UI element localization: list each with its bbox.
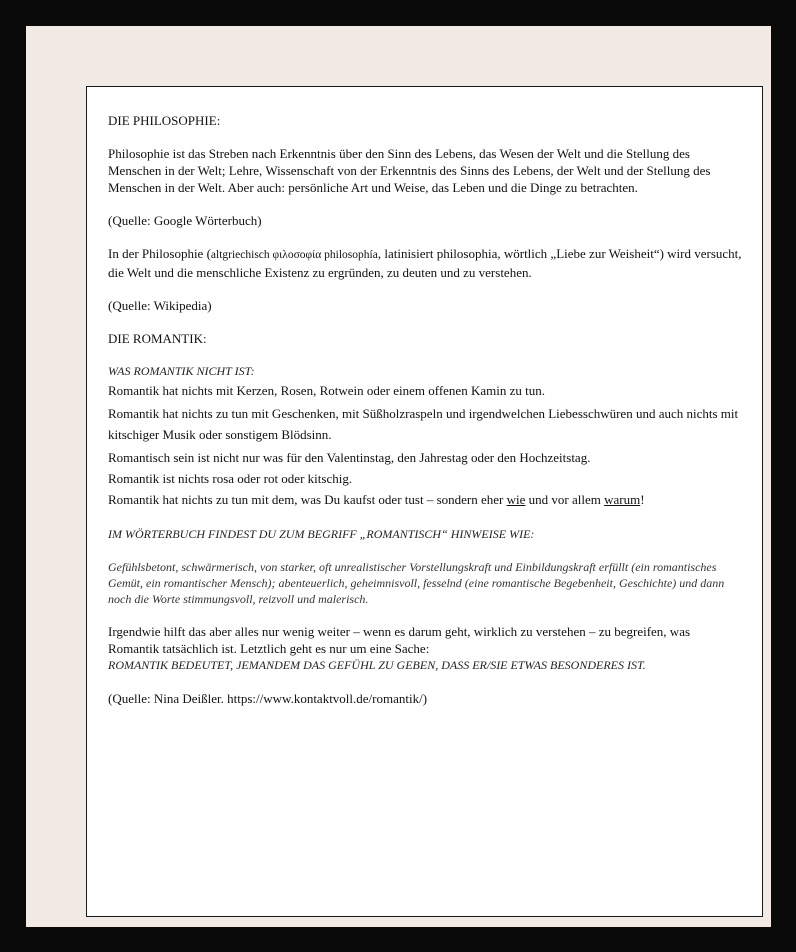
conclusion-text: Irgendwie hilft das aber alles nur wenig weiter – wenn es darum geht, wirklich zu verstehen – zu begreifen, was Romantik tatsächlich ist. Letztlich geht es nur um eine Sache: — [108, 624, 691, 656]
frame-mat — [26, 26, 771, 927]
underlined-warum: warum — [604, 492, 641, 507]
document-page — [86, 86, 763, 917]
heading-romantik: DIE ROMANTIK: — [108, 331, 207, 346]
conclusion-caps: ROMANTIK BEDEUTET, JEMANDEM DAS GEFÜHL ZU GEBEN, DASS ER/SIE ETWAS BESONDERES IST. — [108, 658, 646, 672]
list-item: Romantik ist nichts rosa oder rot oder kitschig. — [108, 471, 353, 486]
source-wikipedia: (Quelle: Wikipedia) — [108, 298, 212, 313]
list-item — [108, 491, 744, 508]
not-romantic-list — [108, 382, 744, 508]
wiki-greek: altgriechisch φιλοσοφία philosophía — [210, 249, 378, 261]
underlined-wie: wie — [506, 492, 526, 507]
philosophy-definition: Philosophie ist das Streben nach Erkenntnis über den Sinn des Lebens, das Wesen der Welt und die Stellung des Menschen in der Welt; Lehre, Wissenschaft von der Erkenntnis des Sinns des Lebens, der Welt und der Stellung des Menschen in der Welt. Aber auch: persönliche Art und Weise, das Leben und die Dinge zu betrachten. — [108, 146, 711, 195]
document-content — [108, 112, 744, 707]
source-google: (Quelle: Google Wörterbuch) — [108, 213, 262, 228]
last-item-text-a: Romantik hat nichts zu tun mit dem, was Du kaufst oder tust – sondern eher — [108, 492, 507, 507]
dictionary-text: Gefühlsbetont, schwärmerisch, von starker, oft unrealistischer Vorstellungskraft und Einbildungskraft erfüllt (ein romantisches Gemüt, ein romantischer Mensch); abenteuerlich, geheimnisvoll, fesselnd (eine romantische Begebenheit, Geschichte) und dann noch die Worte stimmungsvoll, reizvoll und malerisch. — [108, 560, 725, 606]
list-item: Romantik hat nichts zu tun mit Geschenken, mit Süßholzraspeln und irgendwelchen Liebesschwüren und auch nichts mit kitschiger Musik oder sonstigem Blödsinn. — [108, 406, 739, 442]
wiki-rest: , latinisiert philosophia, wörtlich „Liebe zur Weisheit“) wird versucht, die Welt und die menschliche Existenz zu ergründen, zu deuten und zu verstehen. — [108, 246, 742, 280]
wiki-intro: In der Philosophie ( — [108, 246, 211, 261]
last-item-text-b: und vor allem — [525, 492, 605, 507]
dictionary-heading: IM WÖRTERBUCH FINDEST DU ZUM BEGRIFF „ROMANTISCH“ HINWEISE WIE: — [108, 527, 535, 541]
last-item-text-c: ! — [640, 492, 645, 507]
list-item: Romantik hat nichts mit Kerzen, Rosen, Rotwein oder einem offenen Kamin zu tun. — [108, 383, 545, 398]
source-nina: (Quelle: Nina Deißler. https://www.kontaktvoll.de/romantik/) — [108, 691, 428, 706]
heading-philosophie: DIE PHILOSOPHIE: — [108, 113, 221, 128]
not-romantic-heading: WAS ROMANTIK NICHT IST: — [108, 364, 255, 378]
wikipedia-paragraph — [108, 245, 744, 281]
list-item: Romantisch sein ist nicht nur was für den Valentinstag, den Jahrestag oder den Hochzeitstag. — [108, 450, 591, 465]
